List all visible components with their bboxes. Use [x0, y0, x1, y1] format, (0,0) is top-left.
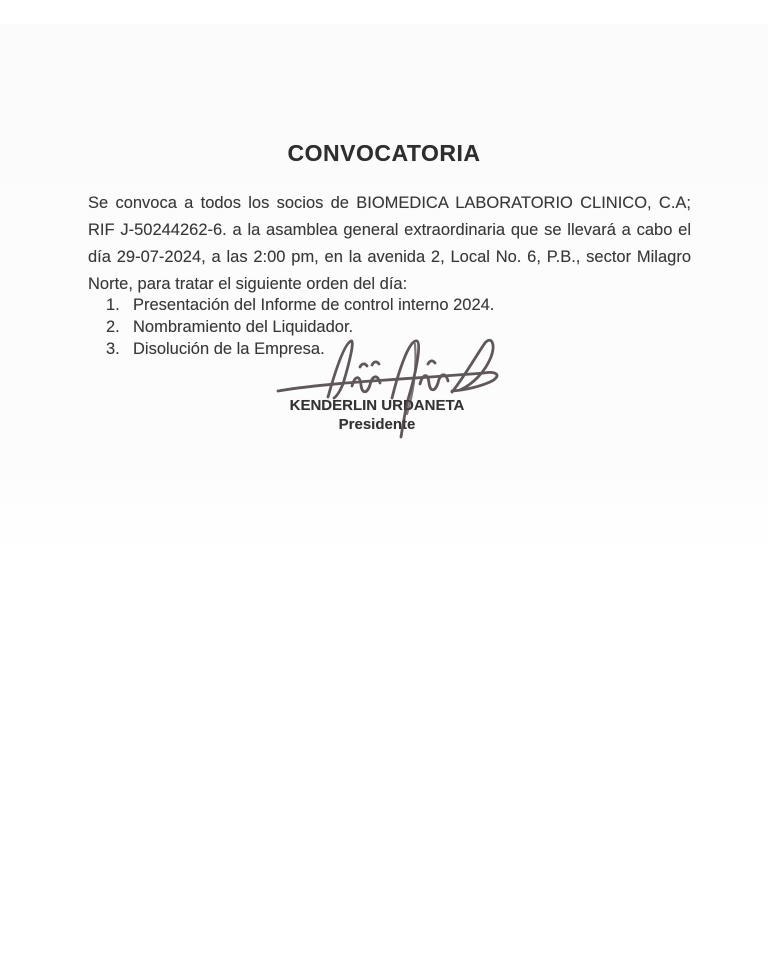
agenda-item: [106, 294, 666, 316]
convocation-paragraph: Se convoca a todos los socios de BIOMEDICA LABORATORIO CLINICO, C.A; RIF J-50244262-6. a la asamblea general extraordinaria que se llevará a cabo el día 29-07-2024, a las 2:00 pm, en la avenida 2, Local No. 6, P.B., sector Milagro Norte, para tratar el siguiente orden del día:: [88, 194, 691, 293]
agenda-item-text: Nombramiento del Liquidador.: [133, 318, 354, 336]
signatory-name: KENDERLIN URDANETA: [289, 397, 465, 414]
agenda-list: [106, 294, 666, 360]
signatory-role: Presidente: [338, 416, 416, 433]
agenda-item-number: 2.: [106, 318, 120, 336]
document-title: CONVOCATORIA: [287, 140, 481, 166]
agenda-item-text: Presentación del Informe de control interno 2024.: [133, 296, 495, 314]
agenda-item-text: Disolución de la Empresa.: [133, 340, 325, 358]
agenda-item: [106, 338, 666, 360]
agenda-item-number: 3.: [106, 340, 120, 358]
agenda-item: [106, 316, 666, 338]
agenda-item-number: 1.: [106, 296, 120, 314]
